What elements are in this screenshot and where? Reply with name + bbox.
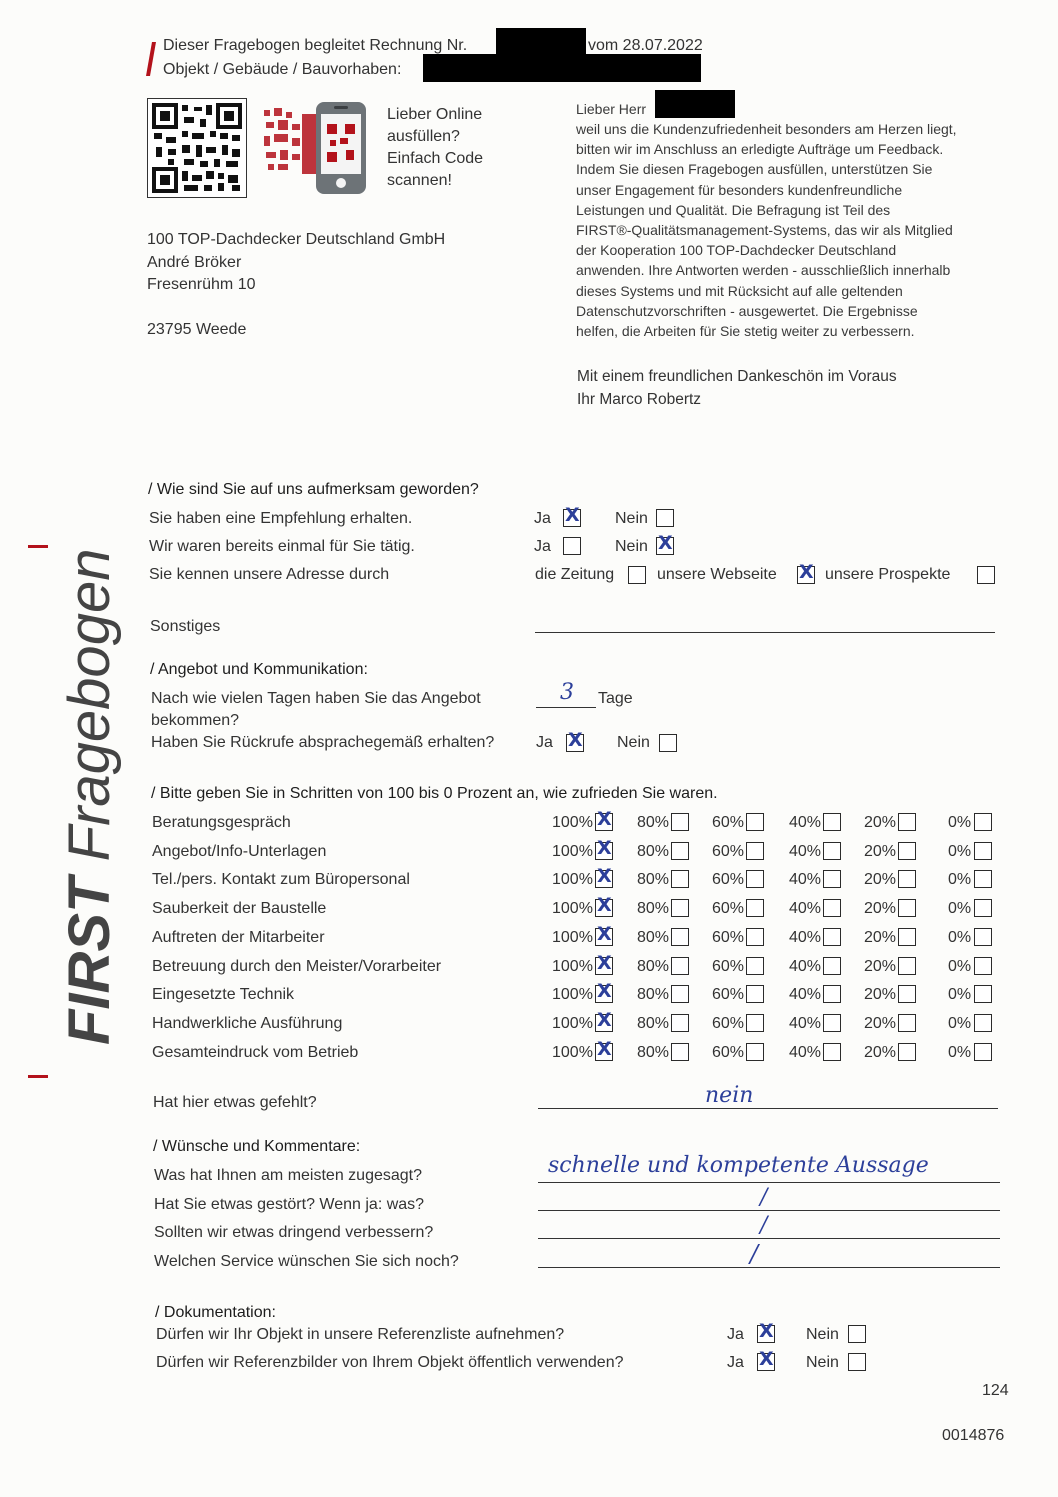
percent-label: 0%: [948, 814, 972, 831]
missing-answer: nein: [705, 1083, 754, 1108]
qr-hint-4: scannen!: [387, 172, 452, 189]
side-title-rest: Fragebogen: [57, 548, 122, 878]
opt-prospekte-checkbox[interactable]: [977, 566, 995, 584]
sec4-a3-line[interactable]: [538, 1238, 1000, 1239]
letter-line: bitten wir im Anschluss an erledigte Aufträge um Feedback.: [576, 141, 944, 158]
rating-checkbox[interactable]: [595, 1008, 613, 1032]
percent-label: 40%: [789, 814, 822, 831]
nein-label: Nein: [615, 510, 648, 527]
rating-checkbox[interactable]: [746, 928, 764, 946]
page-number: 124: [982, 1382, 1009, 1399]
address-city: 23795 Weede: [147, 321, 247, 338]
ja-label: Ja: [534, 510, 551, 527]
rating-checkbox[interactable]: [974, 1043, 992, 1061]
rating-checkbox[interactable]: [595, 865, 613, 888]
percent-label: 80%: [637, 871, 670, 889]
invoice-line: [163, 37, 467, 55]
sec5-q2: Dürfen wir Referenzbilder von Ihrem Objekt öffentlich verwenden?: [156, 1354, 624, 1371]
rating-checkbox[interactable]: [746, 1014, 764, 1032]
percent-label: 0%: [948, 871, 972, 889]
rating-checkbox[interactable]: [671, 899, 689, 917]
nein-label: Nein: [615, 538, 648, 555]
sec4-q3: Sollten wir etwas dringend verbessern?: [154, 1224, 434, 1241]
rating-checkbox[interactable]: [823, 957, 841, 975]
letter-line: Datenschutzvorschriften - ausgewertet. Die Ergebnisse: [576, 302, 918, 319]
sec5-q1-nein-checkbox[interactable]: [848, 1325, 866, 1343]
check-mark: X: [597, 836, 612, 859]
sec4-a3: /: [760, 1213, 768, 1238]
rating-checkbox[interactable]: [671, 928, 689, 946]
sec2-q2-ja-checkbox[interactable]: [566, 729, 584, 752]
percent-label: 80%: [637, 842, 670, 860]
rating-checkbox[interactable]: [823, 842, 841, 860]
sec1-q2-ja-checkbox[interactable]: [563, 537, 581, 555]
rating-checkbox[interactable]: [898, 928, 916, 946]
percent-label: 20%: [864, 871, 897, 889]
rating-checkbox[interactable]: [671, 1014, 689, 1032]
percent-label: 20%: [864, 1043, 897, 1061]
percent-label: 20%: [864, 842, 897, 860]
percent-label: 60%: [712, 1043, 745, 1061]
nein-label: Nein: [806, 1326, 839, 1343]
rating-checkbox[interactable]: [595, 980, 613, 1003]
rating-checkbox[interactable]: [974, 985, 992, 1003]
ja-label: Ja: [727, 1354, 744, 1371]
rating-checkbox[interactable]: [595, 922, 613, 946]
rating-checkbox[interactable]: [671, 870, 689, 888]
rating-checkbox[interactable]: [974, 813, 992, 831]
rating-row-label: Betreuung durch den Meister/Vorarbeiter: [152, 957, 442, 975]
sec5-title: / Dokumentation:: [155, 1304, 276, 1321]
rating-checkbox[interactable]: [823, 870, 841, 888]
rating-checkbox[interactable]: [974, 957, 992, 975]
rating-checkbox[interactable]: [974, 1014, 992, 1032]
redacted-invoice-number: [496, 28, 586, 56]
percent-label: 60%: [712, 814, 745, 831]
rating-row-label: Angebot/Info-Unterlagen: [152, 842, 327, 860]
rating-checkbox[interactable]: [671, 957, 689, 975]
rating-checkbox[interactable]: [671, 842, 689, 860]
letter-line: der Kooperation 100 TOP-Dachdecker Deutschland: [576, 242, 897, 259]
sec2-q1-line2: bekommen?: [151, 712, 240, 729]
rating-checkbox[interactable]: [671, 985, 689, 1003]
rating-checkbox[interactable]: [898, 842, 916, 860]
percent-label: 20%: [864, 957, 897, 975]
check-mark: X: [565, 504, 580, 526]
rating-checkbox[interactable]: [898, 1014, 916, 1032]
sec4-q4: Welchen Service wünschen Sie sich noch?: [154, 1253, 459, 1270]
nein-label: Nein: [806, 1354, 839, 1371]
percent-label: 60%: [712, 842, 745, 860]
sec1-title: / Wie sind Sie auf uns aufmerksam geworden?: [148, 481, 479, 498]
letter-line: Indem Sie diesen Fragebogen ausfüllen, unterstützen Sie: [576, 161, 933, 178]
check-mark: X: [568, 729, 583, 751]
rating-checkbox[interactable]: [823, 1043, 841, 1061]
sec1-q2-nein-checkbox[interactable]: [656, 532, 674, 555]
rating-row-label: Sauberkeit der Baustelle: [152, 900, 327, 918]
sec4-a2-line[interactable]: [538, 1210, 1000, 1211]
missing-question: Hat hier etwas gefehlt?: [153, 1094, 317, 1111]
qr-hint-2: ausfüllen?: [387, 128, 460, 145]
percent-label: 100%: [552, 957, 593, 975]
percent-label: 80%: [637, 900, 670, 918]
percent-label: 60%: [712, 1014, 745, 1032]
sec4-a1-line[interactable]: [538, 1182, 1000, 1183]
opt-prospekte-label: unsere Prospekte: [825, 566, 951, 583]
rating-checkbox[interactable]: [746, 1043, 764, 1061]
sec3-title: / Bitte geben Sie in Schritten von 100 bis 0 Prozent an, wie zufrieden Sie waren.: [151, 785, 718, 802]
rating-checkbox[interactable]: [595, 951, 613, 975]
letter-line: FIRST®-Qualitätsmanagement-Systems, das wir als Mitglied: [576, 222, 953, 238]
opt-webseite-checkbox[interactable]: [797, 561, 815, 584]
redacted-name: [655, 90, 735, 118]
percent-label: 100%: [552, 842, 593, 860]
sec2-title: / Angebot und Kommunikation:: [150, 661, 368, 678]
check-mark: X: [658, 532, 673, 554]
percent-label: 60%: [712, 957, 745, 975]
percent-label: 80%: [637, 1043, 670, 1061]
side-dash-bottom: [28, 1075, 48, 1078]
percent-label: 40%: [789, 842, 822, 860]
missing-answer-line[interactable]: [538, 1108, 998, 1109]
rating-checkbox[interactable]: [595, 836, 613, 860]
rating-row-label: Tel./pers. Kontakt zum Büropersonal: [152, 871, 410, 889]
invoice-date: vom 28.07.2022: [588, 37, 703, 54]
rating-checkbox[interactable]: [595, 808, 613, 831]
check-mark: X: [597, 894, 612, 917]
rating-checkbox[interactable]: [823, 985, 841, 1003]
rating-checkbox[interactable]: [974, 928, 992, 946]
rating-checkbox[interactable]: [898, 813, 916, 831]
sec4-a1: schnelle und kompetente Aussage: [548, 1153, 929, 1178]
percent-label: 20%: [864, 900, 897, 918]
percent-label: 0%: [948, 986, 972, 1004]
sec4-a4: /: [750, 1240, 759, 1268]
rating-checkbox[interactable]: [595, 894, 613, 917]
opt-zeitung-label: die Zeitung: [535, 566, 615, 583]
check-mark: X: [597, 951, 612, 974]
percent-label: 60%: [712, 871, 745, 889]
percent-label: 100%: [552, 814, 593, 831]
percent-label: 20%: [864, 814, 897, 831]
rating-row-label: Gesamteindruck vom Betrieb: [152, 1043, 359, 1061]
letter-line: anwenden. Ihre Antworten werden - ausschließlich innerhalb: [576, 262, 951, 279]
rating-checkbox[interactable]: [671, 1043, 689, 1061]
percent-label: 40%: [789, 986, 822, 1004]
letter-line: Leistungen und Qualität. Die Befragung ist Teil des: [576, 201, 891, 218]
sec1-q1-nein-checkbox[interactable]: [656, 509, 674, 527]
sec4-q1: Was hat Ihnen am meisten zugesagt?: [154, 1167, 422, 1184]
rating-checkbox[interactable]: [746, 813, 764, 831]
invoice-label: Dieser Fragebogen begleitet Rechnung Nr.: [163, 37, 468, 54]
percent-label: 40%: [789, 1043, 822, 1061]
rating-row-label: Eingesetzte Technik: [152, 986, 295, 1004]
percent-label: 40%: [789, 871, 822, 889]
percent-label: 40%: [789, 900, 822, 918]
rating-checkbox[interactable]: [974, 842, 992, 860]
percent-label: 0%: [948, 1014, 972, 1032]
percent-label: 0%: [948, 928, 972, 946]
check-mark: X: [597, 808, 612, 830]
qr-hint-1: Lieber Online: [387, 106, 483, 123]
ja-label: Ja: [536, 734, 553, 751]
side-dash-top: [28, 545, 48, 548]
check-mark: X: [597, 922, 612, 945]
rating-row-label: Handwerkliche Ausführung: [152, 1014, 343, 1032]
sec4-title: / Wünsche und Kommentare:: [153, 1138, 361, 1155]
rating-checkbox[interactable]: [746, 899, 764, 917]
percent-label: 100%: [552, 986, 593, 1004]
sec4-a4-line[interactable]: [538, 1267, 1000, 1268]
letter-closing-1: Mit einem freundlichen Dankeschön im Voraus: [577, 368, 897, 385]
percent-label: 40%: [789, 928, 822, 946]
percent-label: 80%: [637, 1014, 670, 1032]
qr-hint-3: Einfach Code: [387, 150, 484, 167]
sec1-q3: Sie kennen unsere Adresse durch: [149, 566, 390, 583]
sec4-a2: /: [760, 1185, 768, 1210]
sec5-q1-ja-checkbox[interactable]: [757, 1320, 775, 1343]
sec1-q1: Sie haben eine Empfehlung erhalten.: [149, 510, 413, 527]
percent-label: 100%: [552, 1014, 593, 1032]
percent-label: 80%: [637, 928, 670, 946]
sonstiges-input-line[interactable]: [535, 632, 995, 633]
rating-checkbox[interactable]: [671, 813, 689, 831]
document-code: 0014876: [942, 1427, 1005, 1444]
sec5-q2-ja-checkbox[interactable]: [757, 1348, 775, 1371]
percent-label: 0%: [948, 900, 972, 918]
rating-checkbox[interactable]: [746, 985, 764, 1003]
percent-label: 40%: [789, 1014, 822, 1032]
sec5-q1: Dürfen wir Ihr Objekt in unsere Referenzliste aufnehmen?: [156, 1326, 565, 1343]
percent-label: 60%: [712, 928, 745, 946]
percent-label: 20%: [864, 986, 897, 1004]
tage-label: Tage: [598, 690, 633, 707]
days-input-line[interactable]: [536, 707, 596, 708]
rating-checkbox[interactable]: [823, 899, 841, 917]
nein-label: Nein: [617, 734, 650, 751]
rating-checkbox[interactable]: [823, 813, 841, 831]
rating-checkbox[interactable]: [746, 957, 764, 975]
object-label: Objekt / Gebäude / Bauvorhaben:: [163, 61, 402, 78]
percent-label: 100%: [552, 871, 593, 889]
percent-label: 0%: [948, 957, 972, 975]
letter-greeting: Lieber Herr: [576, 101, 647, 117]
rating-checkbox[interactable]: [898, 985, 916, 1003]
check-mark: X: [799, 561, 814, 583]
opt-webseite-label: unsere Webseite: [657, 566, 777, 583]
check-mark: X: [597, 865, 612, 888]
percent-label: 100%: [552, 928, 593, 946]
side-title: [57, 548, 122, 1045]
percent-label: 60%: [712, 986, 745, 1004]
rating-checkbox[interactable]: [974, 899, 992, 917]
percent-label: 60%: [712, 900, 745, 918]
percent-label: 80%: [637, 814, 670, 831]
days-value: 3: [560, 680, 574, 705]
sec2-q2: Haben Sie Rückrufe absprachegemäß erhalten?: [151, 734, 495, 751]
sonstiges-label: Sonstiges: [150, 618, 221, 635]
letter-line: unser Engagement für besonders kundenfreundliche: [576, 181, 903, 198]
check-mark: X: [597, 1037, 612, 1060]
rating-checkbox[interactable]: [746, 842, 764, 860]
rating-checkbox[interactable]: [898, 1043, 916, 1061]
sec2-q2-nein-checkbox[interactable]: [659, 734, 677, 752]
check-mark: X: [597, 980, 612, 1003]
ja-label: Ja: [727, 1326, 744, 1343]
sec1-q2: Wir waren bereits einmal für Sie tätig.: [149, 538, 415, 555]
percent-label: 80%: [637, 957, 670, 975]
address-name: André Bröker: [147, 254, 242, 271]
sec1-q1-ja-checkbox[interactable]: [563, 504, 581, 527]
check-mark: X: [759, 1320, 774, 1342]
rating-checkbox[interactable]: [898, 957, 916, 975]
rating-checkbox[interactable]: [595, 1037, 613, 1061]
qr-code[interactable]: [147, 98, 247, 198]
letter-closing-2: Ihr Marco Robertz: [577, 391, 702, 408]
letter-line: helfen, die Arbeiten für Sie stetig weiter zu verbessern.: [576, 323, 915, 339]
sec2-q1-line1: Nach wie vielen Tagen haben Sie das Angebot: [151, 690, 481, 707]
percent-label: 20%: [864, 928, 897, 946]
phone-scan-graphic: [262, 100, 382, 196]
side-title-first: FIRST: [57, 877, 122, 1045]
rating-checkbox[interactable]: [823, 1014, 841, 1032]
percent-label: 100%: [552, 900, 593, 918]
letter-line: weil uns die Kundenzufriedenheit besonders am Herzen liegt,: [576, 121, 957, 137]
percent-label: 100%: [552, 1043, 593, 1061]
percent-label: 80%: [637, 986, 670, 1004]
redacted-object: [423, 54, 701, 82]
address-street: Fresenrühm 10: [147, 276, 256, 293]
rating-checkbox[interactable]: [746, 870, 764, 888]
check-mark: X: [759, 1348, 774, 1370]
rating-row-label: Auftreten der Mitarbeiter: [152, 928, 325, 946]
ja-label: Ja: [534, 538, 551, 555]
percent-label: 0%: [948, 1043, 972, 1061]
rating-checkbox[interactable]: [898, 899, 916, 917]
header-accent-mark: [146, 42, 156, 76]
check-mark: X: [597, 1008, 612, 1031]
rating-checkbox[interactable]: [898, 870, 916, 888]
rating-row-label: Beratungsgespräch: [152, 814, 291, 831]
rating-checkbox[interactable]: [974, 870, 992, 888]
rating-checkbox[interactable]: [823, 928, 841, 946]
percent-label: 0%: [948, 842, 972, 860]
opt-zeitung-checkbox[interactable]: [628, 566, 646, 584]
letter-line: dieses Systems und mit Rücksicht auf alle geltenden: [576, 282, 903, 299]
percent-label: 20%: [864, 1014, 897, 1032]
percent-label: 40%: [789, 957, 822, 975]
sec5-q2-nein-checkbox[interactable]: [848, 1353, 866, 1371]
sec4-q2: Hat Sie etwas gestört? Wenn ja: was?: [154, 1196, 425, 1213]
address-company: 100 TOP-Dachdecker Deutschland GmbH: [147, 231, 446, 248]
